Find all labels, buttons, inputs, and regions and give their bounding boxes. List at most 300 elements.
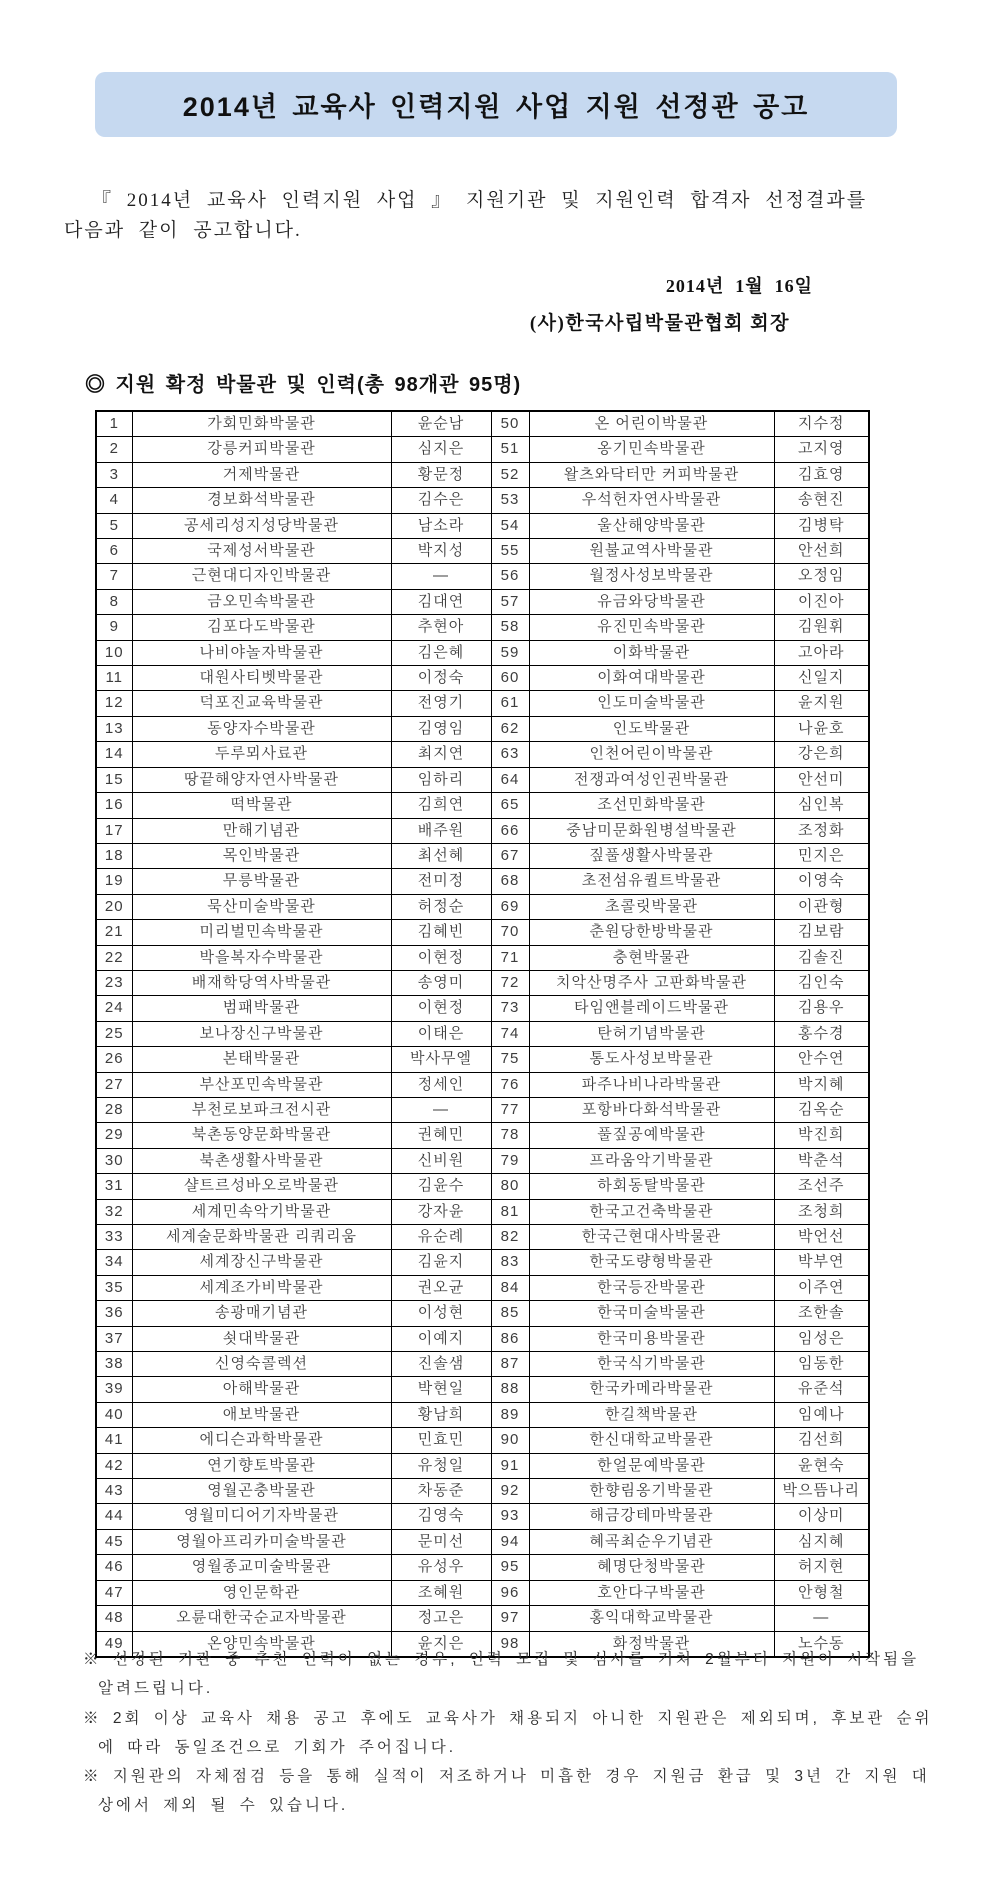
section-title: ◎ 지원 확정 박물관 및 인력(총 98개관 95명)	[85, 374, 522, 396]
row-number-right: 77	[491, 1097, 529, 1122]
row-number-right: 68	[491, 869, 529, 894]
person-name-right: 조한솔	[774, 1301, 869, 1326]
row-number-left: 25	[96, 1021, 132, 1046]
row-number-left: 41	[96, 1428, 132, 1453]
table-row	[96, 640, 869, 665]
table-row	[96, 1225, 869, 1250]
note-marker: ※	[83, 1709, 102, 1727]
note-marker: ※	[83, 1768, 102, 1786]
person-name-left: 권혜민	[391, 1123, 491, 1148]
person-name-left: 이태은	[391, 1021, 491, 1046]
museum-name-left: 미리벌민속박물관	[132, 920, 391, 945]
person-name-right: 고아라	[774, 640, 869, 665]
row-number-right: 88	[491, 1377, 529, 1402]
row-number-left: 26	[96, 1047, 132, 1072]
row-number-left: 24	[96, 996, 132, 1021]
table-row	[96, 793, 869, 818]
person-name-right: 박춘석	[774, 1148, 869, 1173]
museum-name-right: 혜명단청박물관	[529, 1555, 774, 1580]
museum-name-right: 치악산명주사 고판화박물관	[529, 970, 774, 995]
row-number-left: 29	[96, 1123, 132, 1148]
table-row	[96, 1606, 869, 1631]
table-row	[96, 1097, 869, 1122]
row-number-right: 87	[491, 1352, 529, 1377]
museum-name-right: 한국등잔박물관	[529, 1275, 774, 1300]
note-text: 지원관의 자체점검 등을 통해 실적이 저조하거나 미흡한 경우 지원금 환급 및 3년 간 지원 대상에서 제외 될 수 있습니다.	[98, 1768, 930, 1815]
person-name-right: 이상미	[774, 1504, 869, 1529]
museum-name-right: 한국카메라박물관	[529, 1377, 774, 1402]
row-number-left: 22	[96, 945, 132, 970]
row-number-left: 42	[96, 1453, 132, 1478]
museum-name-left: 대원사티벳박물관	[132, 666, 391, 691]
row-number-left: 38	[96, 1352, 132, 1377]
person-name-left: 송영미	[391, 970, 491, 995]
row-number-right: 97	[491, 1606, 529, 1631]
museum-name-right: 한국도량형박물관	[529, 1250, 774, 1275]
person-name-right: 김병탁	[774, 513, 869, 538]
row-number-right: 64	[491, 767, 529, 792]
row-number-left: 13	[96, 716, 132, 741]
row-number-right: 56	[491, 564, 529, 589]
museum-name-left: 영인문학관	[132, 1580, 391, 1605]
museum-name-left: 쇳대박물관	[132, 1326, 391, 1351]
person-name-left: 전미정	[391, 869, 491, 894]
row-number-right: 62	[491, 716, 529, 741]
row-number-right: 89	[491, 1402, 529, 1427]
person-name-right: 홍수경	[774, 1021, 869, 1046]
person-name-left: 윤순남	[391, 411, 491, 437]
museum-name-right: 인도박물관	[529, 716, 774, 741]
museum-name-left: 오륜대한국순교자박물관	[132, 1606, 391, 1631]
table-row	[96, 1529, 869, 1554]
table-row	[96, 1428, 869, 1453]
person-name-right: 유준석	[774, 1377, 869, 1402]
person-name-right: 심인복	[774, 793, 869, 818]
row-number-left: 1	[96, 411, 132, 437]
row-number-right: 52	[491, 462, 529, 487]
table-row	[96, 1453, 869, 1478]
table-row	[96, 1504, 869, 1529]
person-name-left: 김은혜	[391, 640, 491, 665]
museum-name-left: 강릉커피박물관	[132, 437, 391, 462]
museum-name-left: 묵산미술박물관	[132, 894, 391, 919]
person-name-left: —	[391, 1097, 491, 1122]
museum-name-right: 한길책박물관	[529, 1402, 774, 1427]
museum-name-left: 금오민속박물관	[132, 589, 391, 614]
note-item	[83, 1645, 935, 1704]
person-name-left: 황문정	[391, 462, 491, 487]
person-name-left: 최선혜	[391, 843, 491, 868]
person-name-left: —	[391, 564, 491, 589]
museum-name-right: 이화여대박물관	[529, 666, 774, 691]
table-row	[96, 513, 869, 538]
person-name-left: 김희연	[391, 793, 491, 818]
person-name-left: 문미선	[391, 1529, 491, 1554]
row-number-right: 79	[491, 1148, 529, 1173]
museum-name-right: 파주나비나라박물관	[529, 1072, 774, 1097]
table-row	[96, 488, 869, 513]
museum-name-left: 보나장신구박물관	[132, 1021, 391, 1046]
row-number-left: 27	[96, 1072, 132, 1097]
person-name-left: 김혜빈	[391, 920, 491, 945]
museum-name-left: 만해기념관	[132, 818, 391, 843]
table-row	[96, 945, 869, 970]
person-name-left: 차동준	[391, 1479, 491, 1504]
signature-line: (사)한국사립박물관협회 회장	[529, 313, 790, 334]
museum-name-right: 타임앤블레이드박물관	[529, 996, 774, 1021]
person-name-left: 허정순	[391, 894, 491, 919]
row-number-right: 78	[491, 1123, 529, 1148]
museum-name-right: 인도미술박물관	[529, 691, 774, 716]
museum-name-right: 한국미술박물관	[529, 1301, 774, 1326]
person-name-left: 이정숙	[391, 666, 491, 691]
row-number-right: 67	[491, 843, 529, 868]
row-number-right: 55	[491, 539, 529, 564]
row-number-left: 46	[96, 1555, 132, 1580]
person-name-right: 조정화	[774, 818, 869, 843]
person-name-right: 지수정	[774, 411, 869, 437]
row-number-left: 15	[96, 767, 132, 792]
person-name-right: 이영숙	[774, 869, 869, 894]
museum-name-left: 세계조가비박물관	[132, 1275, 391, 1300]
row-number-left: 44	[96, 1504, 132, 1529]
person-name-right: 김인숙	[774, 970, 869, 995]
person-name-right: 민지은	[774, 843, 869, 868]
row-number-right: 66	[491, 818, 529, 843]
row-number-left: 20	[96, 894, 132, 919]
museum-name-left: 나비야놀자박물관	[132, 640, 391, 665]
museum-name-left: 송광매기념관	[132, 1301, 391, 1326]
museum-name-right: 탄허기념박물관	[529, 1021, 774, 1046]
row-number-left: 9	[96, 615, 132, 640]
person-name-right: 박으뜸나리	[774, 1479, 869, 1504]
intro-line-1: 『 2014년 교육사 인력지원 사업 』 지원기관 및 지원인력 합격자 선정결과를	[92, 190, 868, 211]
row-number-right: 95	[491, 1555, 529, 1580]
row-number-right: 57	[491, 589, 529, 614]
row-number-right: 85	[491, 1301, 529, 1326]
museum-name-left: 북촌동양문화박물관	[132, 1123, 391, 1148]
museum-name-left: 세계장신구박물관	[132, 1250, 391, 1275]
person-name-right: 박지혜	[774, 1072, 869, 1097]
row-number-right: 81	[491, 1199, 529, 1224]
row-number-right: 50	[491, 411, 529, 437]
person-name-left: 이현정	[391, 996, 491, 1021]
museum-name-right: 원불교역사박물관	[529, 539, 774, 564]
museum-name-right: 옹기민속박물관	[529, 437, 774, 462]
person-name-right: 박진희	[774, 1123, 869, 1148]
person-name-left: 유성우	[391, 1555, 491, 1580]
museum-name-right: 중남미문화원병설박물관	[529, 818, 774, 843]
row-number-right: 80	[491, 1174, 529, 1199]
museum-name-left: 아해박물관	[132, 1377, 391, 1402]
table-row	[96, 1555, 869, 1580]
table-row	[96, 818, 869, 843]
table-row	[96, 1174, 869, 1199]
row-number-right: 60	[491, 666, 529, 691]
row-number-left: 2	[96, 437, 132, 462]
row-number-right: 86	[491, 1326, 529, 1351]
person-name-left: 정세인	[391, 1072, 491, 1097]
person-name-right: 안형철	[774, 1580, 869, 1605]
table-row	[96, 1377, 869, 1402]
person-name-left: 김대연	[391, 589, 491, 614]
museum-name-right: 인천어린이박물관	[529, 742, 774, 767]
row-number-left: 4	[96, 488, 132, 513]
row-number-left: 34	[96, 1250, 132, 1275]
row-number-left: 12	[96, 691, 132, 716]
museum-name-left: 가회민화박물관	[132, 411, 391, 437]
person-name-right: 이주연	[774, 1275, 869, 1300]
museum-roster-table	[95, 410, 870, 1658]
table-row	[96, 691, 869, 716]
museum-name-right: 한국미용박물관	[529, 1326, 774, 1351]
museum-name-left: 공세리성지성당박물관	[132, 513, 391, 538]
museum-name-left: 에디슨과학박물관	[132, 1428, 391, 1453]
museum-name-left: 떡박물관	[132, 793, 391, 818]
museum-name-right: 전쟁과여성인권박물관	[529, 767, 774, 792]
row-number-right: 76	[491, 1072, 529, 1097]
row-number-right: 53	[491, 488, 529, 513]
row-number-left: 14	[96, 742, 132, 767]
person-name-right: 오정임	[774, 564, 869, 589]
row-number-left: 32	[96, 1199, 132, 1224]
museum-name-right: 혜곡최순우기념관	[529, 1529, 774, 1554]
museum-name-right: 초콜릿박물관	[529, 894, 774, 919]
row-number-right: 69	[491, 894, 529, 919]
museum-name-right: 한얼문예박물관	[529, 1453, 774, 1478]
museum-name-left: 영월종교미술박물관	[132, 1555, 391, 1580]
person-name-left: 조혜원	[391, 1580, 491, 1605]
table-row	[96, 1352, 869, 1377]
table-row	[96, 1021, 869, 1046]
museum-name-left: 두루뫼사료관	[132, 742, 391, 767]
museum-name-left: 범패박물관	[132, 996, 391, 1021]
person-name-left: 김윤지	[391, 1250, 491, 1275]
museum-name-right: 짚풀생활사박물관	[529, 843, 774, 868]
person-name-right: 김솔진	[774, 945, 869, 970]
row-number-left: 40	[96, 1402, 132, 1427]
person-name-right: 임성은	[774, 1326, 869, 1351]
person-name-right: 안수연	[774, 1047, 869, 1072]
person-name-left: 윤지은	[391, 1631, 491, 1657]
museum-name-left: 본태박물관	[132, 1047, 391, 1072]
row-number-right: 61	[491, 691, 529, 716]
person-name-right: 심지혜	[774, 1529, 869, 1554]
person-name-left: 박지성	[391, 539, 491, 564]
person-name-right: 김옥순	[774, 1097, 869, 1122]
person-name-left: 김윤수	[391, 1174, 491, 1199]
announcement-date: 2014년 1월 16일	[665, 276, 813, 296]
table-row	[96, 1275, 869, 1300]
museum-name-right: 온 어린이박물관	[529, 411, 774, 437]
museum-name-left: 동양자수박물관	[132, 716, 391, 741]
row-number-left: 19	[96, 869, 132, 894]
person-name-right: 강은희	[774, 742, 869, 767]
person-name-left: 이현정	[391, 945, 491, 970]
table-row	[96, 1199, 869, 1224]
museum-name-left: 샬트르성바오로박물관	[132, 1174, 391, 1199]
museum-name-left: 애보박물관	[132, 1402, 391, 1427]
museum-name-left: 온양민속박물관	[132, 1631, 391, 1657]
row-number-left: 33	[96, 1225, 132, 1250]
row-number-right: 58	[491, 615, 529, 640]
row-number-right: 59	[491, 640, 529, 665]
row-number-left: 23	[96, 970, 132, 995]
row-number-left: 45	[96, 1529, 132, 1554]
museum-name-left: 목인박물관	[132, 843, 391, 868]
row-number-left: 39	[96, 1377, 132, 1402]
row-number-right: 83	[491, 1250, 529, 1275]
row-number-right: 74	[491, 1021, 529, 1046]
museum-name-right: 월정사성보박물관	[529, 564, 774, 589]
museum-name-right: 조선민화박물관	[529, 793, 774, 818]
row-number-right: 70	[491, 920, 529, 945]
person-name-right: 이진아	[774, 589, 869, 614]
museum-name-right: 하회동탈박물관	[529, 1174, 774, 1199]
person-name-left: 진솔샘	[391, 1352, 491, 1377]
row-number-left: 30	[96, 1148, 132, 1173]
museum-name-left: 북촌생활사박물관	[132, 1148, 391, 1173]
museum-name-right: 호안다구박물관	[529, 1580, 774, 1605]
person-name-left: 이성현	[391, 1301, 491, 1326]
museum-name-right: 프라움악기박물관	[529, 1148, 774, 1173]
museum-name-right: 우석헌자연사박물관	[529, 488, 774, 513]
museum-name-right: 해금강테마박물관	[529, 1504, 774, 1529]
person-name-left: 남소라	[391, 513, 491, 538]
person-name-left: 추현아	[391, 615, 491, 640]
note-marker: ※	[83, 1651, 102, 1668]
row-number-left: 6	[96, 539, 132, 564]
row-number-right: 75	[491, 1047, 529, 1072]
row-number-right: 63	[491, 742, 529, 767]
museum-name-right: 이화박물관	[529, 640, 774, 665]
museum-name-right: 화정박물관	[529, 1631, 774, 1657]
row-number-left: 17	[96, 818, 132, 843]
museum-name-left: 영월곤충박물관	[132, 1479, 391, 1504]
person-name-right: 김용우	[774, 996, 869, 1021]
person-name-right: 허지현	[774, 1555, 869, 1580]
museum-name-left: 부산포민속박물관	[132, 1072, 391, 1097]
museum-name-right: 한국고건축박물관	[529, 1199, 774, 1224]
person-name-left: 김수은	[391, 488, 491, 513]
person-name-left: 이예지	[391, 1326, 491, 1351]
row-number-right: 93	[491, 1504, 529, 1529]
person-name-left: 김영숙	[391, 1504, 491, 1529]
person-name-left: 임하리	[391, 767, 491, 792]
person-name-right: 안선미	[774, 767, 869, 792]
note-item	[83, 1762, 935, 1821]
row-number-right: 51	[491, 437, 529, 462]
person-name-left: 신비원	[391, 1148, 491, 1173]
table-row	[96, 462, 869, 487]
person-name-left: 박현일	[391, 1377, 491, 1402]
person-name-right: 임예나	[774, 1402, 869, 1427]
person-name-right: 안선희	[774, 539, 869, 564]
museum-name-right: 춘원당한방박물관	[529, 920, 774, 945]
table-row	[96, 716, 869, 741]
table-row	[96, 1580, 869, 1605]
museum-name-left: 신영숙콜렉션	[132, 1352, 391, 1377]
person-name-right: 조선주	[774, 1174, 869, 1199]
person-name-left: 유순례	[391, 1225, 491, 1250]
table-row	[96, 1148, 869, 1173]
museum-name-left: 영월아프리카미술박물관	[132, 1529, 391, 1554]
row-number-right: 91	[491, 1453, 529, 1478]
row-number-left: 10	[96, 640, 132, 665]
table-row	[96, 1250, 869, 1275]
person-name-right: 박언선	[774, 1225, 869, 1250]
row-number-left: 48	[96, 1606, 132, 1631]
row-number-left: 43	[96, 1479, 132, 1504]
museum-name-left: 김포다도박물관	[132, 615, 391, 640]
row-number-right: 96	[491, 1580, 529, 1605]
row-number-right: 72	[491, 970, 529, 995]
note-text: 선정된 기관 중 추천 인력이 없는 경우, 인력 모집 및 심사를 거쳐 2월부터 지원이 시작됨을 알려드립니다.	[98, 1651, 920, 1698]
roster-table-body	[96, 411, 869, 1657]
museum-name-right: 한국식기박물관	[529, 1352, 774, 1377]
person-name-left: 황남희	[391, 1402, 491, 1427]
person-name-right: 박부연	[774, 1250, 869, 1275]
person-name-left: 박사무엘	[391, 1047, 491, 1072]
museum-name-left: 배재학당역사박물관	[132, 970, 391, 995]
table-row	[96, 1402, 869, 1427]
person-name-right: 조청희	[774, 1199, 869, 1224]
person-name-right: —	[774, 1606, 869, 1631]
person-name-left: 유청일	[391, 1453, 491, 1478]
museum-name-right: 유금와당박물관	[529, 589, 774, 614]
person-name-left: 배주원	[391, 818, 491, 843]
table-row	[96, 437, 869, 462]
museum-name-right: 포항바다화석박물관	[529, 1097, 774, 1122]
row-number-left: 3	[96, 462, 132, 487]
person-name-right: 김선희	[774, 1428, 869, 1453]
row-number-left: 31	[96, 1174, 132, 1199]
row-number-right: 94	[491, 1529, 529, 1554]
row-number-right: 92	[491, 1479, 529, 1504]
museum-name-left: 땅끝해양자연사박물관	[132, 767, 391, 792]
intro-line-2: 다음과 같이 공고합니다.	[64, 220, 302, 241]
row-number-left: 47	[96, 1580, 132, 1605]
intro-paragraph	[64, 186, 964, 246]
table-row	[96, 1047, 869, 1072]
table-row	[96, 589, 869, 614]
person-name-right: 노수동	[774, 1631, 869, 1657]
museum-name-right: 통도사성보박물관	[529, 1047, 774, 1072]
museum-name-right: 한신대학교박물관	[529, 1428, 774, 1453]
row-number-left: 28	[96, 1097, 132, 1122]
person-name-right: 임동한	[774, 1352, 869, 1377]
person-name-right: 송현진	[774, 488, 869, 513]
note-item	[83, 1704, 935, 1763]
person-name-left: 심지은	[391, 437, 491, 462]
person-name-right: 윤지원	[774, 691, 869, 716]
table-row	[96, 996, 869, 1021]
museum-name-right: 충현박물관	[529, 945, 774, 970]
person-name-right: 김보람	[774, 920, 869, 945]
museum-name-left: 박을복자수박물관	[132, 945, 391, 970]
table-row	[96, 742, 869, 767]
museum-name-left: 근현대디자인박물관	[132, 564, 391, 589]
museum-name-right: 홍익대학교박물관	[529, 1606, 774, 1631]
table-row	[96, 666, 869, 691]
row-number-right: 82	[491, 1225, 529, 1250]
museum-name-left: 연기향토박물관	[132, 1453, 391, 1478]
row-number-left: 11	[96, 666, 132, 691]
museum-name-right: 한국근현대사박물관	[529, 1225, 774, 1250]
museum-name-left: 국제성서박물관	[132, 539, 391, 564]
museum-name-left: 덕포진교육박물관	[132, 691, 391, 716]
row-number-left: 21	[96, 920, 132, 945]
